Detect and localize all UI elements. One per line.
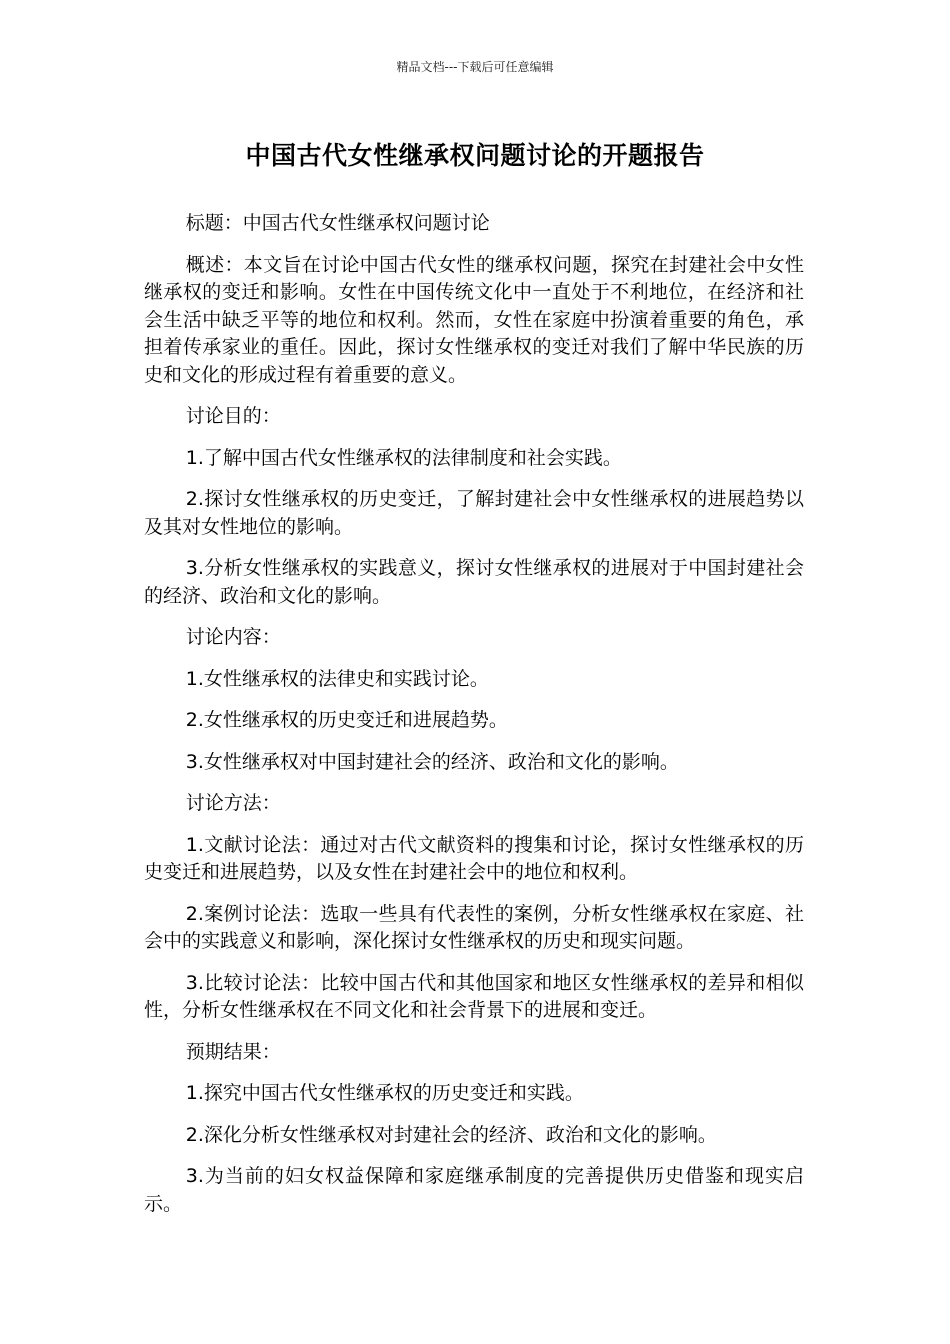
list-item: 3.为当前的妇女权益保障和家庭继承制度的完善提供历史借鉴和现实启示。 (144, 1165, 804, 1215)
page-header: 精品文档---下载后可任意编辑 (396, 60, 554, 74)
list-item: 1.文献讨论法：通过对古代文献资料的搜集和讨论，探讨女性继承权的历史变迁和进展趋势，以及女性在封建社会中的地位和权利。 (144, 833, 804, 883)
list-item: 2.深化分析女性继承权对封建社会的经济、政治和文化的影响。 (185, 1123, 717, 1146)
list-item: 3.比较讨论法：比较中国古代和其他国家和地区女性继承权的差异和相似性，分析女性继承权在不同文化和社会背景下的进展和变迁。 (144, 971, 804, 1021)
section-heading: 讨论目的： (185, 405, 281, 427)
list-item: 2.女性继承权的历史变迁和进展趋势。 (185, 709, 508, 731)
section-heading: 讨论内容： (185, 626, 281, 648)
paragraph: 标题：中国古代女性继承权问题讨论 (185, 212, 490, 234)
section-heading: 讨论方法： (185, 792, 281, 814)
list-item: 2.案例讨论法：选取一些具有代表性的案例，分析女性继承权在家庭、社会中的实践意义和影响，深化探讨女性继承权的历史和现实问题。 (144, 902, 804, 952)
list-item: 1.探究中国古代女性继承权的历史变迁和实践。 (185, 1082, 584, 1104)
list-item: 2.探讨女性继承权的历史变迁，了解封建社会中女性继承权的进展趋势以及其对女性地位的影响。 (144, 488, 804, 538)
paragraph: 概述：本文旨在讨论中国古代女性的继承权问题，探究在封建社会中女性继承权的变迁和影响。女性在中国传统文化中一直处于不利地位，在经济和社会生活中缺乏平等的地位和权利。然而，女性在家庭中扮演着重要的角色，承担着传承家业的重任。因此，探讨女性继承权的变迁对我们了解中华民族的历史和文化的形成过程有着重要的意义。 (144, 253, 804, 386)
list-item: 1.女性继承权的法律史和实践讨论。 (185, 667, 489, 690)
list-item: 3.分析女性继承权的实践意义，探讨女性继承权的进展对于中国封建社会的经济、政治和文化的影响。 (144, 557, 804, 607)
section-heading: 预期结果： (185, 1040, 281, 1063)
document-body (144, 210, 804, 1232)
list-item: 1.了解中国古代女性继承权的法律制度和社会实践。 (185, 446, 622, 469)
list-item: 3.女性继承权对中国封建社会的经济、政治和文化的影响。 (185, 750, 679, 773)
document-title: 中国古代女性继承权问题讨论的开题报告 (245, 141, 705, 170)
